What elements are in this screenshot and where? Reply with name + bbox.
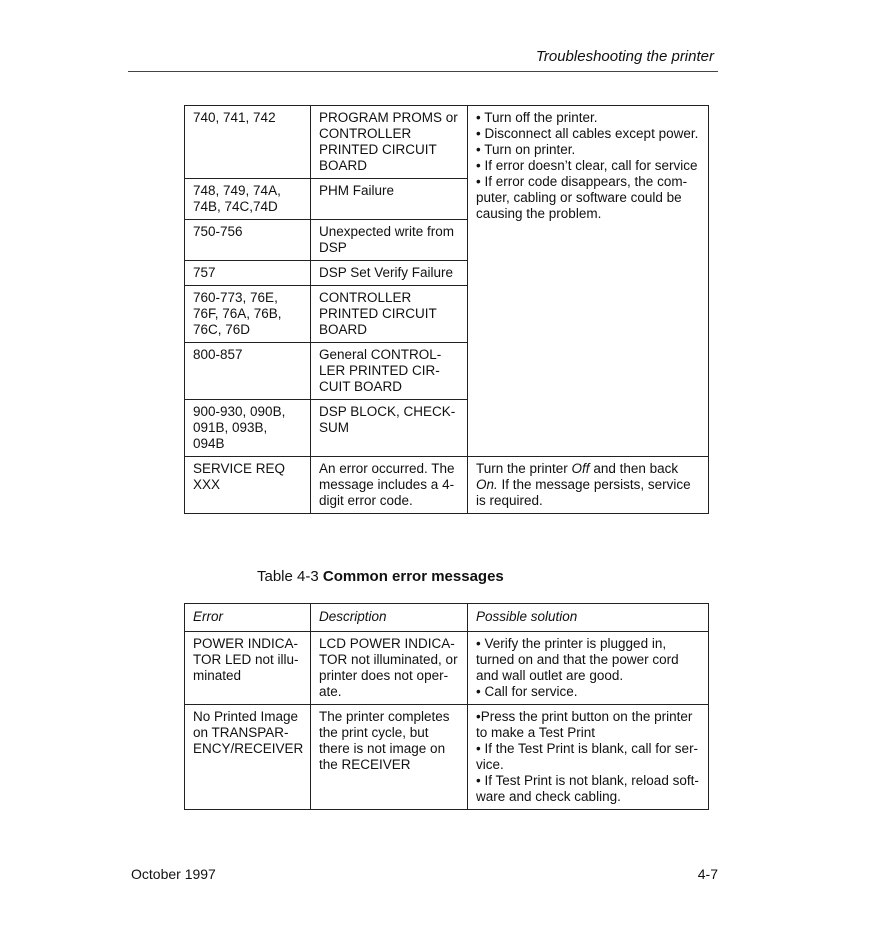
description-cell: General CONTROL-LER PRINTED CIR-CUIT BOARD [311, 343, 468, 400]
header-solution: Possible solution [468, 604, 709, 632]
table-caption [257, 568, 504, 585]
solution-line: • If Test Print is not blank, reload soft-ware and check cabling. [476, 773, 699, 804]
description-cell: LCD POWER INDICA-TOR not illuminated, or printer does not oper-ate. [311, 632, 468, 705]
table-row [185, 632, 709, 705]
solution-line: • If error code disappears, the com-puter, cabling or software could be causing the problem. [476, 174, 688, 221]
error-code-cell: 900-930, 090B, 091B, 093B, 094B [185, 400, 311, 457]
header-rule [128, 71, 718, 72]
solution-text: and then back [589, 461, 679, 476]
description-cell: DSP BLOCK, CHECK-SUM [311, 400, 468, 457]
description-cell: CONTROLLER PRINTED CIRCUIT BOARD [311, 286, 468, 343]
solution-line: • Verify the printer is plugged in, turned on and that the power cord and wall outlet are good. [476, 636, 679, 683]
description-cell: An error occurred. The message includes a 4-digit error code. [311, 457, 468, 514]
error-cell: POWER INDICA-TOR LED not illu-minated [185, 632, 311, 705]
solution-line: • Call for service. [476, 684, 578, 699]
error-cell: No Printed Image on TRANSPAR-ENCY/RECEIVER [185, 705, 311, 810]
caption-prefix: Table 4-3 [257, 568, 323, 585]
common-error-table [184, 603, 709, 810]
error-code-cell: 748, 749, 74A, 74B, 74C,74D [185, 179, 311, 220]
solution-line: • If the Test Print is blank, call for ser-vice. [476, 741, 699, 772]
solution-line: • If error doesn’t clear, call for service [476, 158, 698, 173]
caption-title: Common error messages [322, 568, 504, 585]
shared-solution-cell [468, 106, 709, 457]
description-cell: The printer completes the print cycle, but there is not image on the RECEIVER [311, 705, 468, 810]
description-cell: DSP Set Verify Failure [311, 261, 468, 286]
solution-cell [468, 705, 709, 810]
table-row [185, 106, 709, 179]
solution-text: Turn the printer [476, 461, 572, 476]
solution-line: •Press the print button on the printer to make a Test Print [476, 709, 693, 740]
error-code-cell: 757 [185, 261, 311, 286]
solution-text: If the message persists, service is required. [476, 477, 691, 508]
error-code-table [184, 105, 709, 514]
footer-date: October 1997 [131, 866, 216, 882]
solution-cell [468, 457, 709, 514]
error-code-cell: 750-756 [185, 220, 311, 261]
on-emphasis: On. [476, 477, 498, 492]
solution-line: • Disconnect all cables except power. [476, 126, 699, 141]
error-code-cell: SERVICE REQ XXX [185, 457, 311, 514]
running-header: Troubleshooting the printer [535, 48, 714, 65]
table-row [185, 457, 709, 514]
solution-cell [468, 632, 709, 705]
error-code-cell: 800-857 [185, 343, 311, 400]
solution-line: • Turn on printer. [476, 142, 576, 157]
description-cell: PROGRAM PROMS or CONTROLLER PRINTED CIRCUIT BOARD [311, 106, 468, 179]
solution-line: • Turn off the printer. [476, 110, 598, 125]
description-cell: Unexpected write from DSP [311, 220, 468, 261]
header-row [185, 604, 709, 632]
off-emphasis: Off [571, 461, 590, 476]
page-number: 4-7 [697, 866, 718, 882]
error-code-cell: 740, 741, 742 [185, 106, 311, 179]
header-error: Error [185, 604, 311, 632]
description-cell: PHM Failure [311, 179, 468, 220]
error-code-cell: 760-773, 76E, 76F, 76A, 76B, 76C, 76D [185, 286, 311, 343]
table-row [185, 705, 709, 810]
header-description: Description [311, 604, 468, 632]
